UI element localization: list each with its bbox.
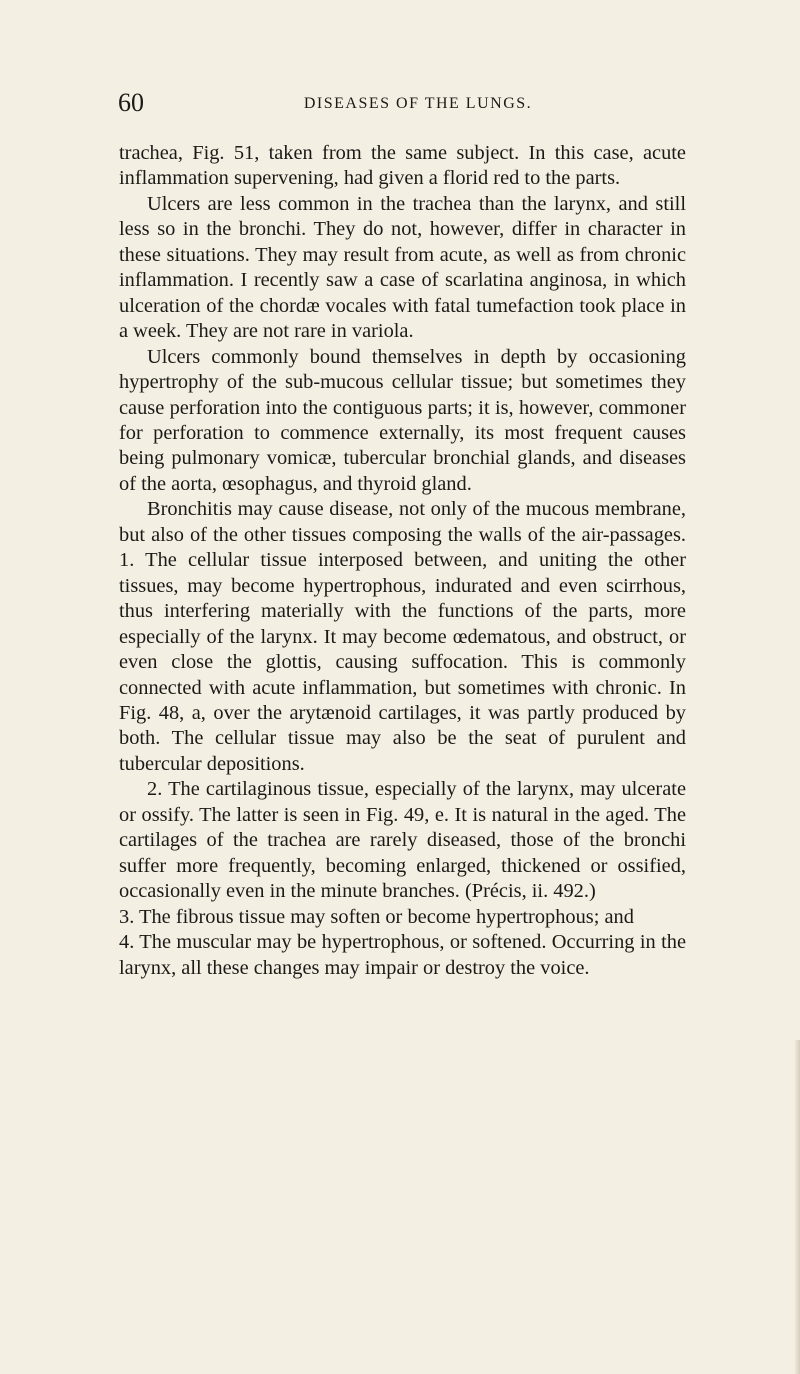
page-number: 60 <box>118 88 144 117</box>
page-edge-shadow <box>794 1040 800 1374</box>
paragraph-ulcers-frequency: Ulcers are less common in the trachea than the larynx, and still less so in the bronchi. They do not, however, differ in character in these situations. They may result from acute, as well as from chronic inflammation. I recently saw a case of scarlatina anginosa, in which ulceration of the chordæ vocales with fatal tumefaction took place in a week. They are not rare in variola. <box>119 192 686 343</box>
paragraph-ulcers-depth: Ulcers commonly bound themselves in depth by occasioning hypertrophy of the sub-mucous cellular tissue; but sometimes they cause perforation into the contiguous parts; it is, however, commoner for perforation to commence externally, its most frequent causes being pulmonary vomicæ, tubercular bronchial glands, and diseases of the aorta, œsophagus, and thyroid gland. <box>119 345 686 495</box>
page-header <box>118 88 688 118</box>
paragraph-muscular-tissue: 4. The muscular may be hypertrophous, or softened. Occurring in the larynx, all these changes may impair or destroy the voice. <box>119 931 686 979</box>
paragraph-cartilaginous-tissue: 2. The cartilaginous tissue, especially of the larynx, may ulcerate or ossify. The latter is seen in Fig. 49, e. It is natural in the aged. The cartilages of the trachea are rarely diseased, those of the bronchi suffer more frequently, becoming enlarged, thickened or ossified, occasionally even in the minute branches. (Précis, ii. 492.) <box>119 778 686 903</box>
running-title: DISEASES OF THE LUNGS. <box>303 95 533 112</box>
paragraph-continuation: trachea, Fig. 51, taken from the same subject. In this case, acute inflammation supervening, had given a florid red to the parts. <box>119 142 686 190</box>
paragraph-bronchitis: Bronchitis may cause disease, not only of the mucous membrane, but also of the other tissues composing the walls of the air-passages. 1. The cellular tissue interposed between, and uniting the other tissues, may become hypertrophous, indurated and even scirrhous, thus interfering materially with the functions of the parts, more especially of the larynx. It may become œdematous, and obstruct, or even close the glottis, causing suffocation. This is commonly connected with acute inflammation, but sometimes with chronic. In Fig. 48, a, over the arytænoid cartilages, it was partly produced by both. The cellular tissue may also be the seat of purulent and tubercular depositions. <box>119 498 686 775</box>
body-text <box>119 141 686 981</box>
paragraph-fibrous-tissue: 3. The fibrous tissue may soften or become hypertrophous; and <box>119 905 634 928</box>
